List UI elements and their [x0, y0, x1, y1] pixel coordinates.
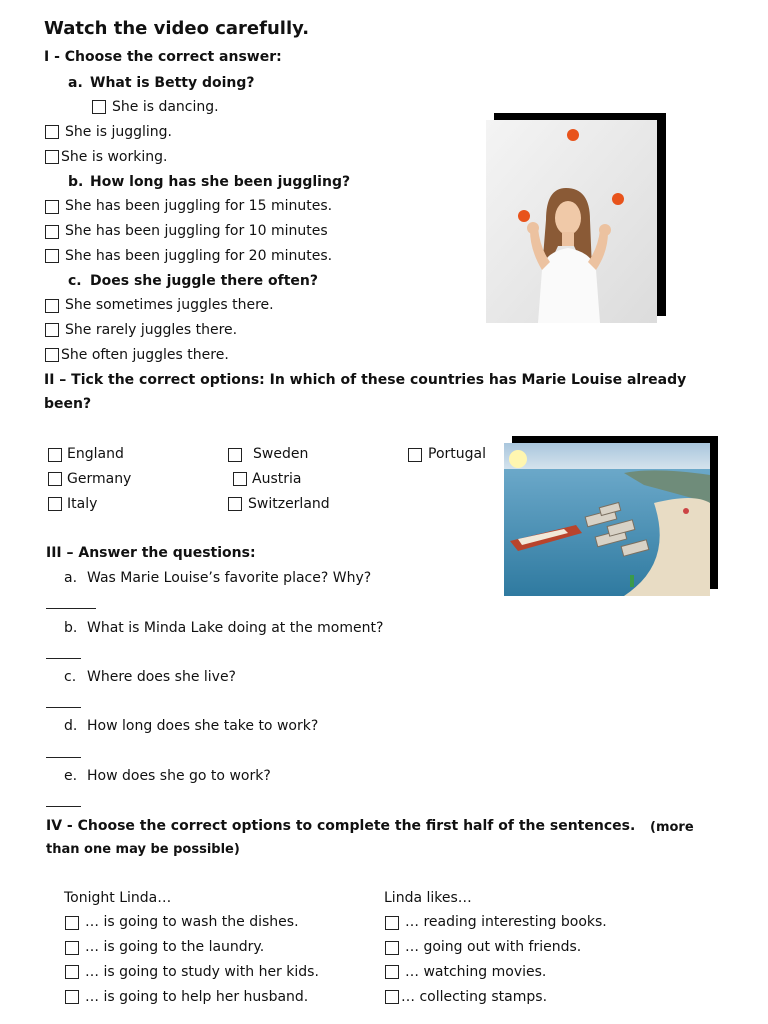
option-checkbox[interactable] [45, 125, 59, 139]
option-label: She is working. [61, 149, 168, 165]
country-label: Switzerland [248, 496, 330, 512]
right-column-title: Linda likes… [384, 890, 472, 906]
question-text: How long does she take to work? [87, 718, 319, 734]
part4-note-line2: than one may be possible) [46, 842, 240, 857]
option-checkbox[interactable] [45, 200, 59, 214]
country-label: Portugal [428, 446, 486, 462]
option-label: She sometimes juggles there. [65, 297, 274, 313]
orange-ball-icon [567, 129, 579, 141]
option-checkbox[interactable] [385, 941, 399, 955]
option-label: … is going to wash the dishes. [85, 914, 299, 930]
part3-heading: III – Answer the questions: [46, 545, 256, 561]
option-checkbox[interactable] [45, 323, 59, 337]
answer-blank[interactable] [46, 806, 81, 807]
part1-heading: I - Choose the correct answer: [44, 49, 282, 65]
answer-blank[interactable] [46, 757, 81, 758]
question-a-text: What is Betty doing? [90, 75, 255, 91]
juggler-photo [486, 120, 657, 323]
option-label: … reading interesting books. [405, 914, 607, 930]
worksheet-title: Watch the video carefully. [44, 18, 310, 39]
answer-blank[interactable] [46, 658, 81, 659]
option-label: … watching movies. [405, 964, 547, 980]
country-checkbox[interactable] [233, 472, 247, 486]
question-label: e. [64, 768, 78, 784]
country-checkbox[interactable] [228, 497, 242, 511]
option-checkbox[interactable] [65, 916, 79, 930]
country-checkbox[interactable] [228, 448, 242, 462]
option-label: She is juggling. [65, 124, 172, 140]
country-checkbox[interactable] [48, 448, 62, 462]
question-text: Was Marie Louise’s favorite place? Why? [87, 570, 372, 586]
option-checkbox[interactable] [45, 249, 59, 263]
option-checkbox[interactable] [45, 225, 59, 239]
option-label: She rarely juggles there. [65, 322, 238, 338]
country-label: Italy [67, 496, 98, 512]
option-label: She often juggles there. [61, 347, 229, 363]
question-label: a. [64, 570, 78, 586]
question-text: Where does she live? [87, 669, 236, 685]
country-checkbox[interactable] [48, 497, 62, 511]
question-text: What is Minda Lake doing at the moment? [87, 620, 384, 636]
option-checkbox[interactable] [45, 150, 59, 164]
option-label: She has been juggling for 10 minutes [65, 223, 328, 239]
left-column-title: Tonight Linda… [64, 890, 172, 906]
question-a-label: a. [68, 75, 83, 91]
country-label: Germany [67, 471, 132, 487]
question-label: c. [64, 669, 77, 685]
option-checkbox[interactable] [385, 965, 399, 979]
answer-blank[interactable] [46, 707, 81, 708]
question-label: d. [64, 718, 78, 734]
country-checkbox[interactable] [48, 472, 62, 486]
question-text: How does she go to work? [87, 768, 271, 784]
part4-heading: IV - Choose the correct options to complete the first half of the sentences. [46, 818, 636, 834]
part2-heading-line1: II – Tick the correct options: In which of these countries has Marie Louise already [44, 372, 687, 388]
option-checkbox[interactable] [45, 348, 59, 362]
option-checkbox[interactable] [92, 100, 106, 114]
country-checkbox[interactable] [408, 448, 422, 462]
answer-blank[interactable] [46, 608, 96, 609]
option-checkbox[interactable] [65, 941, 79, 955]
option-label: … is going to the laundry. [85, 939, 265, 955]
orange-ball-icon [518, 210, 530, 222]
part2-heading-line2: been? [44, 396, 92, 412]
beach-photo [504, 443, 710, 596]
option-label: … going out with friends. [405, 939, 582, 955]
option-label: She has been juggling for 15 minutes. [65, 198, 333, 214]
question-c-text: Does she juggle there often? [90, 273, 318, 289]
option-checkbox[interactable] [385, 990, 399, 1004]
part4-note-line1: (more [650, 820, 694, 835]
country-label: Sweden [253, 446, 309, 462]
question-b-text: How long has she been juggling? [90, 174, 351, 190]
country-label: Austria [252, 471, 302, 487]
orange-ball-icon [612, 193, 624, 205]
option-label: … collecting stamps. [401, 989, 548, 1005]
question-b-label: b. [68, 174, 84, 190]
option-label: She is dancing. [112, 99, 219, 115]
option-label: She has been juggling for 20 minutes. [65, 248, 333, 264]
country-label: England [67, 446, 124, 462]
question-c-label: c. [68, 273, 82, 289]
option-checkbox[interactable] [65, 990, 79, 1004]
option-checkbox[interactable] [65, 965, 79, 979]
sun-icon [509, 450, 527, 468]
option-label: … is going to help her husband. [85, 989, 309, 1005]
option-checkbox[interactable] [385, 916, 399, 930]
option-checkbox[interactable] [45, 299, 59, 313]
question-label: b. [64, 620, 78, 636]
option-label: … is going to study with her kids. [85, 964, 319, 980]
